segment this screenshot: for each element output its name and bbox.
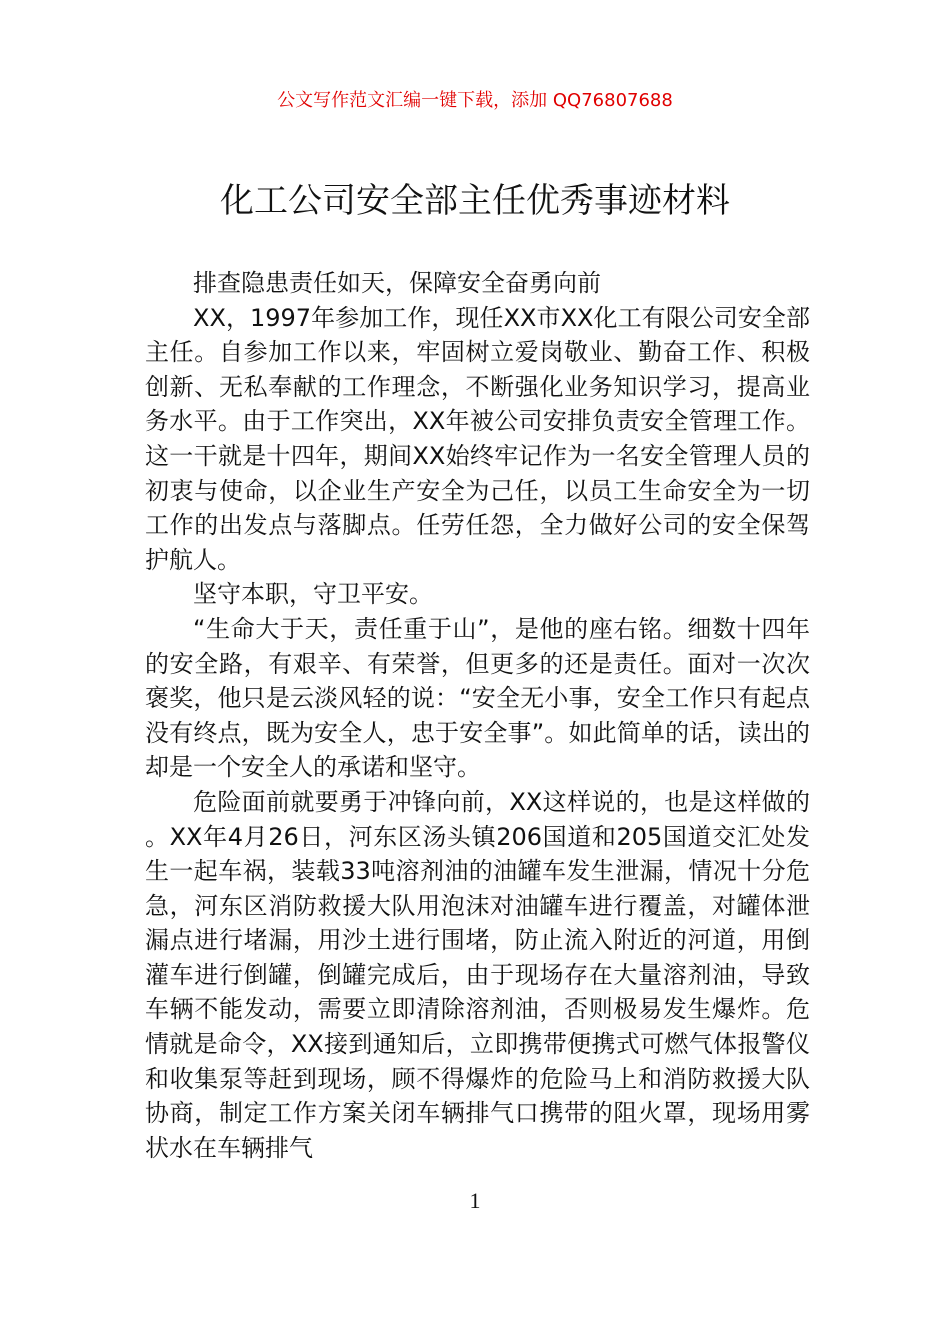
- document-title: 化工公司安全部主任优秀事迹材料: [220, 181, 730, 221]
- paragraph: XX，1997年参加工作，现任XX市XX化工有限公司安全部主任。自参加工作以来，牢固树立爱岗敬业、勤奋工作、积极创新、无私奉献的工作理念，不断强化业务知识学习，提高业务水平。由于工作突出，XX年被公司安排负责安全管理工作。这一干就是十四年，期间XX始终牢记作为一名安全管理人员的初衷与使命，以企业生产安全为己任，以员工生命安全为一切工作的出发点与落脚点。任劳任怨，全力做好公司的安全保驾护航人。: [145, 303, 810, 574]
- paragraph-section-heading: 坚守本职，守卫平安。: [193, 580, 433, 609]
- page-number: 1: [469, 1188, 481, 1213]
- document-body: [145, 266, 810, 1165]
- download-notice: 公文写作范文汇编一键下载，添加 QQ76807688: [277, 90, 673, 111]
- paragraph-subtitle: 排查隐患责任如天，保障安全奋勇向前: [193, 269, 601, 297]
- paragraph: 危险面前就要勇于冲锋向前，XX这样说的，也是这样做的。XX年4月26日，河东区汤头镇206国道和205国道交汇处发生一起车祸，装载33吨溶剂油的油罐车发生泄漏，情况十分危急，河东区消防救援大队用泡沫对油罐车进行覆盖，对罐体泄漏点进行堵漏，用沙土进行围堵，防止流入附近的河道，用倒灌车进行倒罐，倒罐完成后，由于现场存在大量溶剂油，导致车辆不能发动，需要立即清除溶剂油，否则极易发生爆炸。危情就是命令，XX接到通知后，立即携带便携式可燃气体报警仪和收集泵等赶到现场，顾不得爆炸的危险马上和消防救援大队协商，制定工作方案关闭车辆排气口携带的阻火罩，现场用雾状水在车辆排气: [145, 787, 810, 1162]
- paragraph: “生命大于天，责任重于山”，是他的座右铭。细数十四年的安全路，有艰辛、有荣誉，但更多的还是责任。面对一次次褒奖，他只是云淡风轻的说：“安全无小事，安全工作只有起点没有终点，既为安全人，忠于安全事”。如此简单的话，读出的却是一个安全人的承诺和坚守。: [145, 614, 810, 782]
